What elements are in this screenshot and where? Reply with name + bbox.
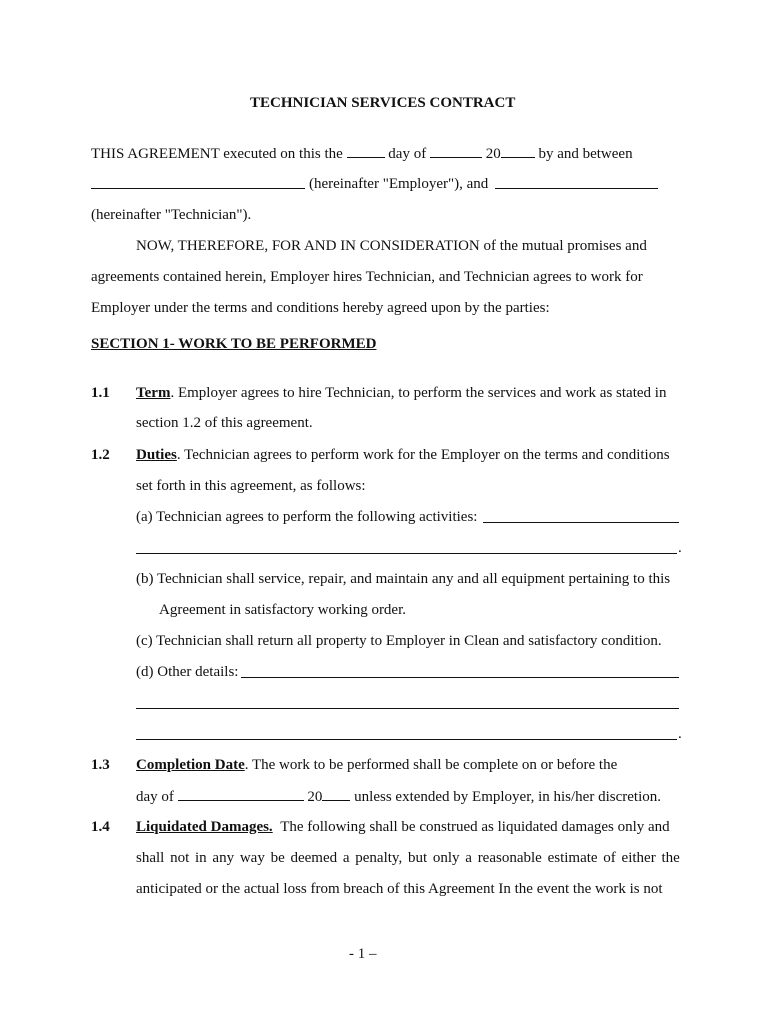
intro-text-a: THIS AGREEMENT executed on this the <box>91 146 343 162</box>
completion-year-prefix: 20 <box>307 789 323 805</box>
intro-text-b: day of <box>388 146 427 162</box>
page-number: - 1 – <box>349 946 377 962</box>
duty-a: (a) Technician agrees to perform the following activities: <box>136 509 478 525</box>
completion-year-blank[interactable] <box>322 787 350 801</box>
completion-day-of: day of <box>136 789 174 805</box>
section-1-heading: SECTION 1- WORK TO BE PERFORMED <box>91 336 377 352</box>
clause-1-2-line-2: set forth in this agreement, as follows: <box>136 478 366 494</box>
clause-1-1-line-1 <box>136 384 666 402</box>
employer-name-blank[interactable] <box>91 188 305 189</box>
intro-text-technician: (hereinafter "Technician"). <box>91 207 252 223</box>
clause-1-1-line-2: section 1.2 of this agreement. <box>136 415 313 431</box>
clause-1-1-number: 1.1 <box>91 385 110 401</box>
duty-d-blank-3[interactable] <box>136 739 677 740</box>
duty-d-blank[interactable] <box>241 677 679 678</box>
clause-1-4-heading: Liquidated Damages. <box>136 819 273 835</box>
duty-b-line-1: (b) Technician shall service, repair, and maintain any and all equipment pertaining to this <box>136 571 671 587</box>
document-title: TECHNICIAN SERVICES CONTRACT <box>250 95 516 111</box>
clause-1-3-heading: Completion Date <box>136 757 245 773</box>
intro-text-employer: (hereinafter "Employer"), and <box>309 176 489 192</box>
duty-d: (d) Other details: <box>136 664 239 680</box>
completion-text: unless extended by Employer, in his/her discretion. <box>354 789 661 805</box>
clause-1-2-number: 1.2 <box>91 447 110 463</box>
recital-line-2: agreements contained herein, Employer hires Technician, and Technician agrees to work for <box>91 269 643 285</box>
clause-1-4-line-3: anticipated or the actual loss from breach of this Agreement In the event the work is not <box>136 881 663 897</box>
clause-1-4-line-2: shall not in any way be deemed a penalty, but only a reasonable estimate of either the <box>136 850 680 866</box>
technician-name-blank[interactable] <box>495 188 658 189</box>
clause-1-1-text: . Employer agrees to hire Technician, to perform the services and work as stated in <box>170 385 667 401</box>
duty-d-blank-2[interactable] <box>136 708 679 709</box>
duty-b-line-2: Agreement in satisfactory working order. <box>159 602 407 618</box>
clause-1-3-line-2 <box>136 787 661 806</box>
clause-1-1-heading: Term <box>136 385 171 401</box>
day-blank[interactable] <box>347 144 385 158</box>
clause-1-2-line-1 <box>136 446 670 464</box>
clause-1-3-number: 1.3 <box>91 757 110 773</box>
clause-1-3-line-1 <box>136 756 617 774</box>
recital-line-3: Employer under the terms and conditions hereby agreed upon by the parties: <box>91 300 550 316</box>
clause-1-4-text: The following shall be construed as liquidated damages only and <box>280 819 670 835</box>
clause-1-3-text: . The work to be performed shall be complete on or before the <box>244 757 618 773</box>
intro-line-1 <box>91 144 633 163</box>
completion-date-blank[interactable] <box>178 787 304 801</box>
duty-c: (c) Technician shall return all property to Employer in Clean and satisfactory condition. <box>136 633 662 649</box>
duty-a-blank-2[interactable] <box>136 553 677 554</box>
clause-1-2-text: . Technician agrees to perform work for the Employer on the terms and conditions <box>176 447 670 463</box>
clause-1-4-line-1 <box>136 818 670 836</box>
year-blank[interactable] <box>501 144 535 158</box>
duty-d-period: . <box>678 726 682 742</box>
intro-text-d: by and between <box>538 146 633 162</box>
intro-text-c: 20 <box>485 146 501 162</box>
month-blank[interactable] <box>430 144 482 158</box>
clause-1-4-number: 1.4 <box>91 819 110 835</box>
duty-a-blank[interactable] <box>483 522 679 523</box>
clause-1-2-heading: Duties <box>136 447 177 463</box>
recital-line-1: NOW, THEREFORE, FOR AND IN CONSIDERATION of the mutual promises and <box>136 238 647 254</box>
duty-a-period: . <box>678 540 682 556</box>
